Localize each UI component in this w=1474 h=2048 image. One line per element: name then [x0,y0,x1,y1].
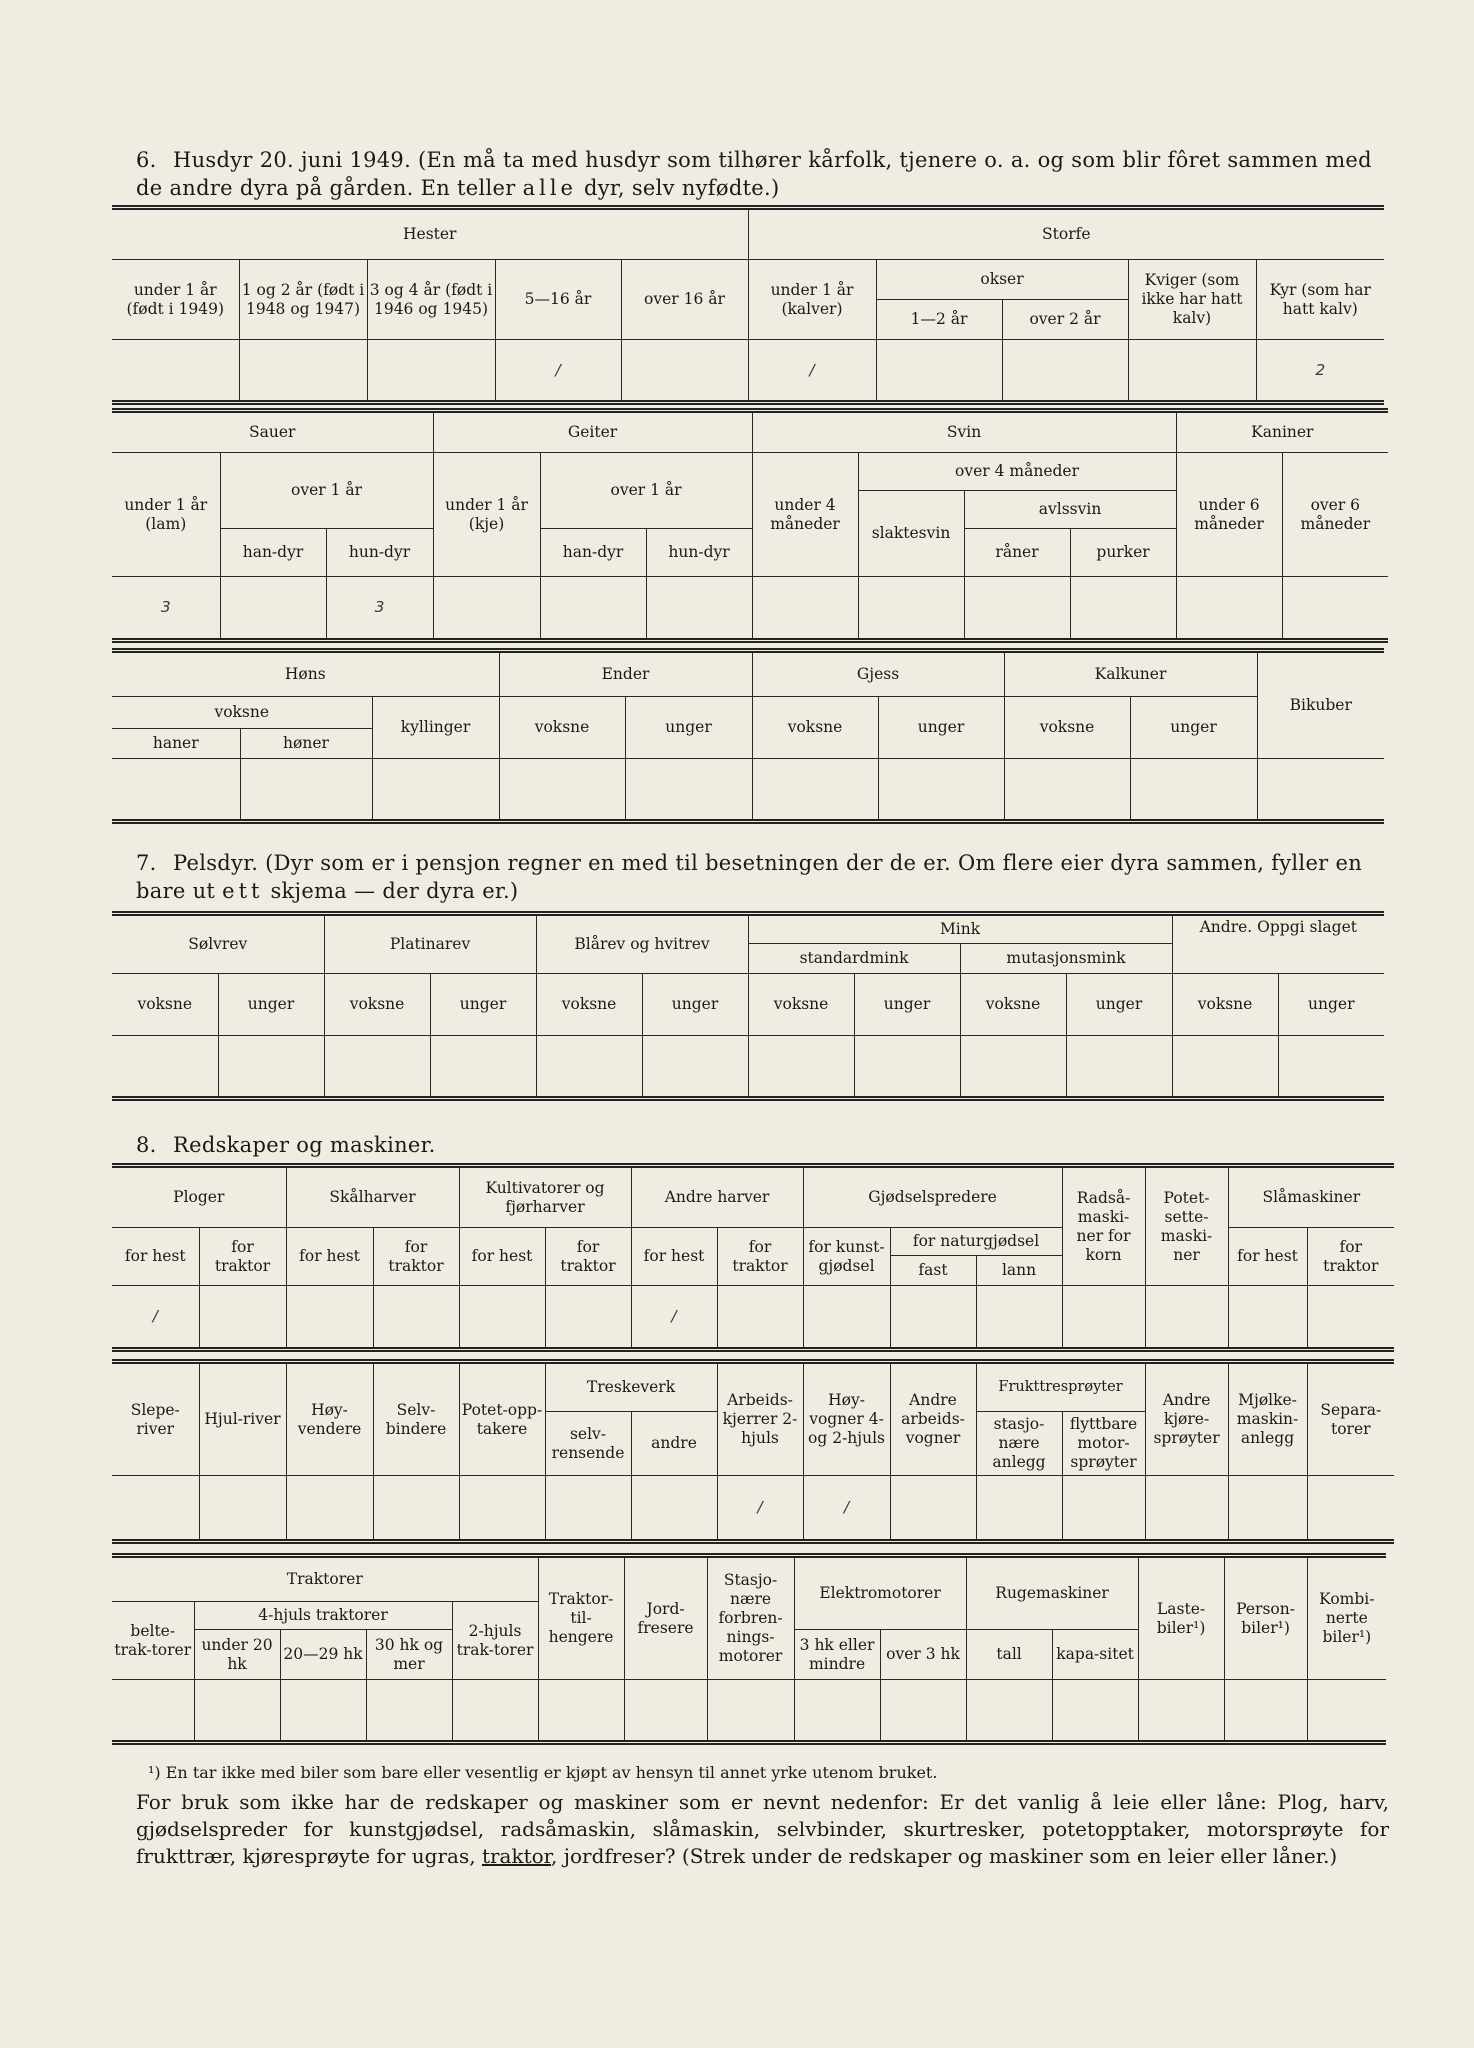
redskap-value-cell[interactable] [280,1680,366,1743]
redskap-value-cell[interactable] [459,1476,545,1542]
redskap-value-cell[interactable] [880,1680,966,1743]
geiter-value-cell[interactable] [433,577,540,641]
slamaskiner-hest: for hest [1228,1228,1307,1286]
pelsdyr-sub-unger: unger [1278,974,1384,1036]
section-6-title: 6. Husdyr 20. juni 1949. (En må ta med husdyr som tilhører kårfolk, tjenere o. a. og som blir fôret sammen med de andre dyra på gården. En teller alle dyr, selv nyfødte.) [136,148,1372,200]
redskap-value-cell[interactable] [1145,1476,1228,1542]
skalharver-hest: for hest [286,1228,373,1286]
hester-col-0: under 1 år (født i 1949) [112,260,239,340]
slamaskiner-header: Slåmaskiner [1228,1166,1394,1228]
hons-header: Høns [112,651,499,697]
pelsdyr-sub-unger: unger [1066,974,1172,1036]
gjodsel-kunst-col: for kunst-gjødsel [803,1228,890,1286]
geiter-sub-0: han-dyr [540,529,646,577]
fjaerfe-value-cell[interactable] [372,759,499,822]
treskeverk-header: Treskeverk [545,1362,717,1412]
gjodsel-fast-col: fast [890,1256,976,1286]
redskap-value-cell[interactable] [890,1476,976,1542]
pelsdyr-value-cell[interactable] [748,1036,854,1099]
selvbindere-col: Selv-bindere [373,1362,459,1476]
gjess-sub-1: unger [878,697,1004,759]
kaniner-value-cell[interactable] [1176,577,1282,641]
firehjuls-header: 4-hjuls traktorer [194,1602,452,1630]
forbrenningsmotorer-col: Stasjo-nære forbren-nings-motorer [707,1556,794,1680]
pelsdyr-sub-voksne: voksne [112,974,218,1036]
andre-pelsdyr-header: Andre. Oppgi slaget [1172,914,1384,974]
kultivatorer-traktor: for traktor [545,1228,631,1286]
redskap-value-cell[interactable] [199,1476,286,1542]
redskap-value-cell[interactable] [631,1476,717,1542]
lam-col: under 1 år (lam) [112,453,220,577]
redskap-value-cell[interactable] [373,1286,459,1350]
pelsdyr-value-cell[interactable] [536,1036,642,1099]
andre-harver-traktor: for traktor [717,1228,803,1286]
arbeidsvogner-col: Andre arbeids-vogner [890,1362,976,1476]
mutasjonsmink-header: mutasjonsmink [960,944,1172,974]
fjaerfe-value-cell[interactable] [1004,759,1130,822]
kalkuner-sub-0: voksne [1004,697,1130,759]
kaniner-value-cell[interactable] [1282,577,1388,641]
kalkuner-sub-1: unger [1130,697,1257,759]
redskaper-table-1 [112,1163,1394,1352]
kjoresproyter-col: Andre kjøre-sprøyter [1145,1362,1228,1476]
sauer-sub-0: han-dyr [220,529,326,577]
elektro-under-col: 3 hk eller mindre [794,1630,880,1680]
redskap-value-cell[interactable] [545,1476,631,1542]
gjess-sub-0: voksne [752,697,878,759]
potetsettemaskiner-col: Potet-sette-maski-ner [1145,1166,1228,1286]
haner-col: haner [112,729,240,759]
pelsdyr-sub-voksne: voksne [324,974,430,1036]
redskap-value-cell[interactable] [624,1680,707,1743]
pelsdyr-table [112,911,1384,1101]
gjodsel-natur-header: for naturgjødsel [890,1228,1062,1256]
svin-header: Svin [752,411,1176,453]
kultivatorer-hest: for hest [459,1228,545,1286]
kultivatorer-header: Kultivatorer og fjørharver [459,1166,631,1228]
hester-value-cell[interactable] [112,340,239,403]
gjodsel-lann-col: lann [976,1256,1062,1286]
kombinerte-biler-col: Kombi-nerte biler¹) [1307,1556,1386,1680]
svin-over-header: over 4 måneder [858,453,1176,491]
pelsdyr-value-cell[interactable] [324,1036,430,1099]
redskap-value-cell[interactable] [199,1286,286,1350]
gjess-header: Gjess [752,651,1004,697]
redskap-value-cell[interactable] [286,1286,373,1350]
sauer-value-cell[interactable]: 3 [326,577,433,641]
traktor-2029-col: 20—29 hk [280,1630,366,1680]
redskap-value-cell[interactable] [976,1286,1062,1350]
kyr-col: Kyr (som har hatt kalv) [1256,260,1384,340]
fruktsproyter-stasjonaere: stasjo-nære anlegg [976,1412,1062,1476]
redskap-value-cell[interactable] [112,1680,194,1743]
ruge-tall-col: tall [966,1630,1052,1680]
andre-harver-hest: for hest [631,1228,717,1286]
redskap-value-cell[interactable] [459,1286,545,1350]
blarev-header: Blårev og hvitrev [536,914,748,974]
kaniner-col-0: under 6 måneder [1176,453,1282,577]
redskap-value-cell[interactable] [366,1680,452,1743]
hoyvogner-col: Høy-vogner 4- og 2-hjuls [803,1362,890,1476]
fjaerfe-value-cell[interactable] [112,759,240,822]
svin-value-cell[interactable] [964,577,1070,641]
avlssvin-sub-0: råner [964,529,1070,577]
kalver-col: under 1 år (kalver) [748,260,876,340]
kviger-col: Kviger (som ikke har hatt kalv) [1128,260,1256,340]
ender-sub-1: unger [625,697,752,759]
pelsdyr-sub-voksne: voksne [1172,974,1278,1036]
gjodselspredere-header: Gjødselspredere [803,1166,1062,1228]
fjaerfe-value-cell[interactable] [240,759,372,822]
elektromotorer-header: Elektromotorer [794,1556,966,1630]
pelsdyr-value-cell[interactable] [642,1036,748,1099]
hester-header: Hester [112,208,748,260]
ploger-hest: for hest [112,1228,199,1286]
redskap-value-cell[interactable] [452,1680,538,1743]
redskaper-table-2 [112,1359,1394,1544]
geiter-header: Geiter [433,411,752,453]
hester-col-3: 5—16 år [495,260,621,340]
storfe-value-cell[interactable]: 2 [1256,340,1384,403]
redskap-value-cell[interactable] [794,1680,880,1743]
redskap-value-cell[interactable] [1307,1680,1386,1743]
redskaper-table-3 [112,1553,1386,1745]
traktorer-header: Traktorer [112,1556,538,1602]
mink-header: Mink [748,914,1172,944]
elektro-over-col: over 3 hk [880,1630,966,1680]
ploger-header: Ploger [112,1166,286,1228]
pelsdyr-sub-unger: unger [642,974,748,1036]
redskap-value-cell[interactable] [286,1476,373,1542]
hester-value-cell[interactable] [239,340,367,403]
fjaerfe-value-cell[interactable] [625,759,752,822]
redskap-value-cell[interactable] [545,1286,631,1350]
sauer-header: Sauer [112,411,433,453]
bikuber-col: Bikuber [1257,651,1384,759]
jordfresere-col: Jord-fresere [624,1556,707,1680]
hester-storfe-table [112,205,1384,405]
hester-value-cell[interactable] [621,340,748,403]
redskap-value-cell[interactable] [1062,1476,1145,1542]
hjulriver-col: Hjul-river [199,1362,286,1476]
pelsdyr-value-cell[interactable] [218,1036,324,1099]
hoyvendere-col: Høy-vendere [286,1362,373,1476]
honer-col: høner [240,729,372,759]
kyllinger-col: kyllinger [372,697,499,759]
storfe-value-cell[interactable] [1002,340,1128,403]
redskap-value-cell[interactable] [966,1680,1052,1743]
fjaerfe-table [112,648,1384,824]
fjaerfe-value-cell[interactable] [1130,759,1257,822]
svin-value-cell[interactable] [752,577,858,641]
redskap-value-cell[interactable]: / [803,1476,890,1542]
standardmink-header: standardmink [748,944,960,974]
pelsdyr-sub-unger: unger [854,974,960,1036]
pelsdyr-value-cell[interactable] [1066,1036,1172,1099]
redskap-value-cell[interactable] [1138,1680,1224,1743]
sauer-geiter-svin-table [112,408,1388,643]
redskap-value-cell[interactable] [1307,1286,1394,1350]
sauer-value-cell[interactable]: 3 [112,577,220,641]
geiter-value-cell[interactable] [646,577,752,641]
pelsdyr-sub-voksne: voksne [748,974,854,1036]
fjaerfe-value-cell[interactable] [499,759,625,822]
sauer-over-header: over 1 år [220,453,433,529]
ploger-traktor: for traktor [199,1228,286,1286]
redskap-value-cell[interactable]: / [112,1286,199,1350]
pelsdyr-sub-voksne: voksne [536,974,642,1036]
treskeverk-selvrensende: selv-rensende [545,1412,631,1476]
footnote: ¹) En tar ikke med biler som bare eller vesentlig er kjøpt av hensyn til annet yrke utenom bruket. [148,1763,938,1782]
redskap-value-cell[interactable] [1052,1680,1138,1743]
redskap-value-cell[interactable] [112,1476,199,1542]
redskap-value-cell[interactable] [707,1680,794,1743]
redskap-value-cell[interactable]: / [717,1476,803,1542]
underlined-traktor: traktor [481,1844,552,1868]
sauer-value-cell[interactable] [220,577,326,641]
kaniner-col-1: over 6 måneder [1282,453,1388,577]
redskap-value-cell[interactable] [1224,1680,1307,1743]
pelsdyr-sub-voksne: voksne [960,974,1066,1036]
slamaskiner-traktor: for traktor [1307,1228,1394,1286]
traktor-under20-col: under 20 hk [194,1630,280,1680]
redskap-value-cell[interactable] [538,1680,624,1743]
personbiler-col: Person-biler¹) [1224,1556,1307,1680]
fjaerfe-value-cell[interactable] [752,759,878,822]
fjaerfe-value-cell[interactable] [1257,759,1384,822]
hons-voksne-header: voksne [112,697,372,729]
geiter-value-cell[interactable] [540,577,646,641]
redskap-value-cell[interactable] [1228,1476,1307,1542]
redskap-value-cell[interactable] [1145,1286,1228,1350]
redskap-value-cell[interactable] [803,1286,890,1350]
redskap-value-cell[interactable] [1228,1286,1307,1350]
avlssvin-sub-1: purker [1070,529,1176,577]
section-7-title: 7. Pelsdyr. (Dyr som er i pensjon regner en med til besetningen der de er. Om flere eier dyra sammen, fyller en bare ut ett skjema — der dyra er.) [136,851,1363,903]
hester-col-1: 1 og 2 år (født i 1948 og 1947) [239,260,367,340]
treskeverk-andre: andre [631,1412,717,1476]
okser-col-0: 1—2 år [876,300,1002,340]
sleperiver-col: Slepe-river [112,1362,199,1476]
svin-under-col: under 4 måneder [752,453,858,577]
redskap-value-cell[interactable] [976,1476,1062,1542]
andre-harver-header: Andre harver [631,1166,803,1228]
svin-value-cell[interactable] [858,577,964,641]
geiter-over-header: over 1 år [540,453,752,529]
svin-value-cell[interactable] [1070,577,1176,641]
redskap-value-cell[interactable] [373,1476,459,1542]
storfe-header: Storfe [748,208,1384,260]
closing-paragraph: For bruk som ikke har de redskaper og maskiner som er nevnt nedenfor: Er det vanlig å leie eller låne: Plog, harv, gjødselspreder for kunstgjødsel, radsåmaskin, slåmaskin, selvbinder, skurtresker, potetopptaker, motorsprøyte for frukttrær, kjøresprøyte for ugras, traktor, jordfreser? (Strek under de redskaper og maskiner som en leier eller låner.) [136,1790,1389,1868]
hester-value-cell[interactable] [367,340,495,403]
storfe-value-cell[interactable] [1128,340,1256,403]
solvrev-header: Sølvrev [112,914,324,974]
pelsdyr-value-cell[interactable] [1172,1036,1278,1099]
ender-header: Ender [499,651,752,697]
fruktsproyter-header: Frukttresprøyter [976,1362,1145,1412]
beltetraktorer-col: belte-trak-torer [112,1602,194,1680]
geiter-sub-1: hun-dyr [646,529,752,577]
arbeidskjerrer-col: Arbeids-kjerrer 2-hjuls [717,1362,803,1476]
rugemaskiner-header: Rugemaskiner [966,1556,1138,1630]
fjaerfe-value-cell[interactable] [878,759,1004,822]
hester-value-cell[interactable]: / [495,340,621,403]
separatorer-col: Separa-torer [1307,1362,1394,1476]
pelsdyr-value-cell[interactable] [430,1036,536,1099]
kje-col: under 1 år (kje) [433,453,540,577]
kaniner-header: Kaniner [1176,411,1388,453]
kalkuner-header: Kalkuner [1004,651,1257,697]
lastebiler-col: Laste-biler¹) [1138,1556,1224,1680]
hester-col-4: over 16 år [621,260,748,340]
pelsdyr-value-cell[interactable] [960,1036,1066,1099]
slaktesvin-col: slaktesvin [858,491,964,577]
pelsdyr-value-cell[interactable] [112,1036,218,1099]
redskap-value-cell[interactable] [1307,1476,1394,1542]
storfe-value-cell[interactable] [876,340,1002,403]
platinarev-header: Platinarev [324,914,536,974]
ender-sub-0: voksne [499,697,625,759]
avlssvin-header: avlssvin [964,491,1176,529]
pelsdyr-value-cell[interactable] [854,1036,960,1099]
redskap-value-cell[interactable] [194,1680,280,1743]
mjolkemaskin-col: Mjølke-maskin-anlegg [1228,1362,1307,1476]
skalharver-traktor: for traktor [373,1228,459,1286]
okser-header: okser [876,260,1128,300]
hester-col-2: 3 og 4 år (født i 1946 og 1945) [367,260,495,340]
pelsdyr-sub-unger: unger [218,974,324,1036]
tohjuls-col: 2-hjuls trak-torer [452,1602,538,1680]
potetopptakere-col: Potet-opp-takere [459,1362,545,1476]
tilhengere-col: Traktor-til-hengere [538,1556,624,1680]
ruge-kapasitet-col: kapa-sitet [1052,1630,1138,1680]
traktor-over30-col: 30 hk og mer [366,1630,452,1680]
fruktsproyter-flyttbare: flyttbare motor-sprøyter [1062,1412,1145,1476]
redskap-value-cell[interactable] [1062,1286,1145,1350]
skalharver-header: Skålharver [286,1166,459,1228]
okser-col-1: over 2 år [1002,300,1128,340]
pelsdyr-value-cell[interactable] [1278,1036,1384,1099]
redskap-value-cell[interactable] [717,1286,803,1350]
sauer-sub-1: hun-dyr [326,529,433,577]
storfe-value-cell[interactable]: / [748,340,876,403]
pelsdyr-sub-unger: unger [430,974,536,1036]
redskap-value-cell[interactable]: / [631,1286,717,1350]
radsamaskiner-col: Radså-maski-ner for korn [1062,1166,1145,1286]
section-8-title: 8. Redskaper og maskiner. [136,1133,436,1157]
redskap-value-cell[interactable] [890,1286,976,1350]
